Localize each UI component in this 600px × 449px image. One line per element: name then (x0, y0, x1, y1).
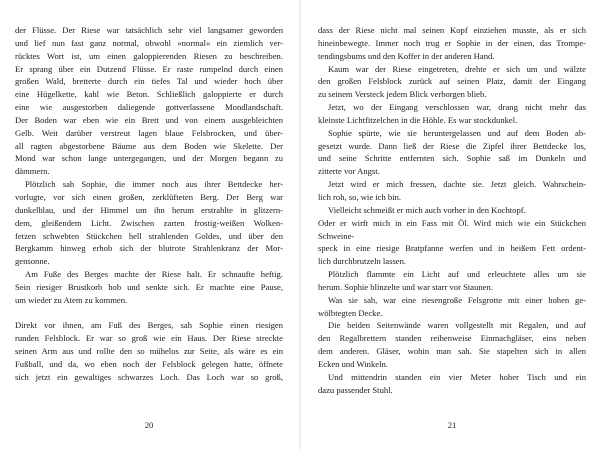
book-gutter (299, 0, 301, 449)
text-line: Der Boden war eben wie ein Brett und von einem ausgebleichten (15, 114, 283, 125)
text-line: Was sie sah, war eine riesengroße Felsgrotte mit einer hohen ge- (328, 294, 586, 305)
text-line: den Regalbrettern standen reihenweise Einmachgläser, eins neben (318, 333, 586, 344)
text-line: Am Fuße des Berges machte der Riese halt. Er schnaufte heftig. (25, 269, 283, 280)
text-line: vorlugte, vor sich einen großen, zerklüfteten Berg. Der Berg war (15, 191, 283, 202)
text-line: Sein riesiger Brustkorb hob und senkte sich. Er machte eine Pause, (15, 281, 283, 292)
page-number-left: 20 (144, 420, 154, 430)
text-line: dämmern. (15, 166, 50, 177)
text-line: Plötzlich sah Sophie, die immer noch aus ihrer Bettdecke her- (25, 179, 283, 190)
text-line: und seine Schritte entfernten sich. Sophie saß im Dunkeln und (318, 153, 586, 164)
text-line: Fußball, und da, wo eben noch der Felsblock gelegen hatte, öffnete (15, 358, 283, 369)
text-line: herum. Sophie blinzelte und war starr vor Staunen. (318, 281, 493, 292)
text-line: Plötzlich flammte ein Licht auf und erleuchtete alles um sie (328, 269, 586, 280)
text-line: dem, gleißendem Licht. Zwischen zarten frostig-weißen Wolken- (15, 217, 283, 228)
text-line: runden Felsblock. Er war so groß wie ein Haus. Der Riese streckte (15, 333, 283, 344)
text-line: sich jetzt ein gewaltiges schwarzes Loch. Das Loch war so groß, (15, 371, 283, 382)
text-line: Bergkamm hinweg erhob sich der blutrote Strahlenkranz der Mor- (15, 243, 283, 254)
text-line: Kaum war der Riese eingetreten, drehte er sich um und wälzte (328, 63, 586, 74)
text-line: dunkelblau, und der Himmel um ihn herum erstrahlte in glitzern- (15, 204, 283, 215)
text-line: speck in eine riesige Bratpfanne werfen und in heißem Fett ordent- (318, 243, 586, 254)
text-line: Ecken und Winkeln. (318, 358, 388, 369)
right-page (318, 24, 586, 396)
text-line: rücktes Wort ist, um einen galoppierenden Riesen zu beschreiben. (15, 50, 283, 61)
text-line: Vielleicht schmeißt er mich auch vorher in den Kochtopf. (328, 204, 526, 215)
text-line: großen Wald, bretterte durch ein tiefes Tal und wieder hoch über (15, 76, 283, 87)
text-line: seinen Arm aus und rollte den so mühelos zur Seite, als wäre es ein (15, 346, 283, 357)
text-line: Die beiden Seitenwände waren vollgestellt mit Regalen, und auf (328, 320, 586, 331)
text-line: Direkt vor ihnen, am Fuß des Berges, sah Sophie einen riesigen (15, 320, 283, 331)
text-line: zu seinem Versteck jedem Blick verborgen blieb. (318, 89, 487, 100)
text-line: Gelb. Weit darüber verstreut lagen blaue Felsbrocken, und über- (15, 127, 283, 138)
text-line: um wieder zu Atem zu kommen. (15, 294, 128, 305)
text-line: Sophie spürte, wie sie heruntergelassen und auf dem Boden ab- (328, 127, 586, 138)
text-line: kleinste Lichtfitzelchen in die Höhle. Es war stockdunkel. (318, 114, 518, 125)
text-line: Und mittendrin standen ein vier Meter hoher Tisch und ein (328, 371, 586, 382)
text-line: hineinbewegte. Immer noch trug er Sophie in der einen, das Trompe- (318, 37, 586, 48)
text-line: eine wie ausgestorben daliegende gottverlassene Mondlandschaft. (15, 102, 283, 113)
text-line: der Flüsse. Der Riese war tatsächlich sehr viel langsamer geworden (15, 25, 283, 35)
text-line: lich roh, so, wie ich bin. (318, 191, 402, 202)
text-line: Jetzt, wo der Eingang verschlossen war, drang nicht mehr das (328, 102, 586, 113)
text-line: Mond war schon lange untergegangen, und der Morgen begann zu (15, 153, 283, 164)
text-line: tendingsbums und den Koffer in der anderen Hand. (318, 50, 495, 61)
text-line: Er sprang über ein Dutzend Flüsse. Er raste rumpelnd durch einen (15, 63, 283, 74)
page-number-right: 21 (447, 420, 457, 430)
text-line: dazu passender Stuhl. (318, 384, 393, 395)
text-line: lich durchbrutzeln lassen. (318, 256, 407, 267)
text-line: gesetzt wurde. Dann ließ der Riese die Zipfel ihrer Bettdecke los, (318, 140, 586, 151)
text-line: gensonne. (15, 256, 50, 267)
text-line: all ragten abgestorbene Bäume aus dem Boden wie Skelette. Der (15, 140, 283, 151)
text-line: Oder er wirft mich in ein Fass mit Öl. Wird mich wie ein Stückchen Schweine- (318, 217, 586, 241)
text-line: dass der Riese nicht mal seinen Kopf einziehen musste, als er sich (318, 25, 586, 35)
text-line: und lief nun fast ganz normal, obwohl »normal« ein ziemlich ver- (15, 37, 283, 48)
text-line: eine Hügelkette, kahl wie Beton. Schließlich galoppierte er durch (15, 89, 283, 100)
text-line: den großen Felsblock zurück auf seinen Platz, damit der Eingang (318, 76, 586, 87)
text-line: fetzen schwebten Stückchen hell strahlenden Goldes, und über den (15, 230, 283, 241)
left-page (15, 24, 283, 384)
text-line: zitterte vor Angst. (318, 166, 380, 177)
text-line: wölbtegten Decke. (318, 307, 383, 318)
text-line: Jetzt wird er mich fressen, dachte sie. Jetzt gleich. Wahrschein- (328, 179, 586, 190)
text-line: dem anderen. Gläser, wohin man sah. Sie stapelten sich in allen (318, 346, 586, 357)
